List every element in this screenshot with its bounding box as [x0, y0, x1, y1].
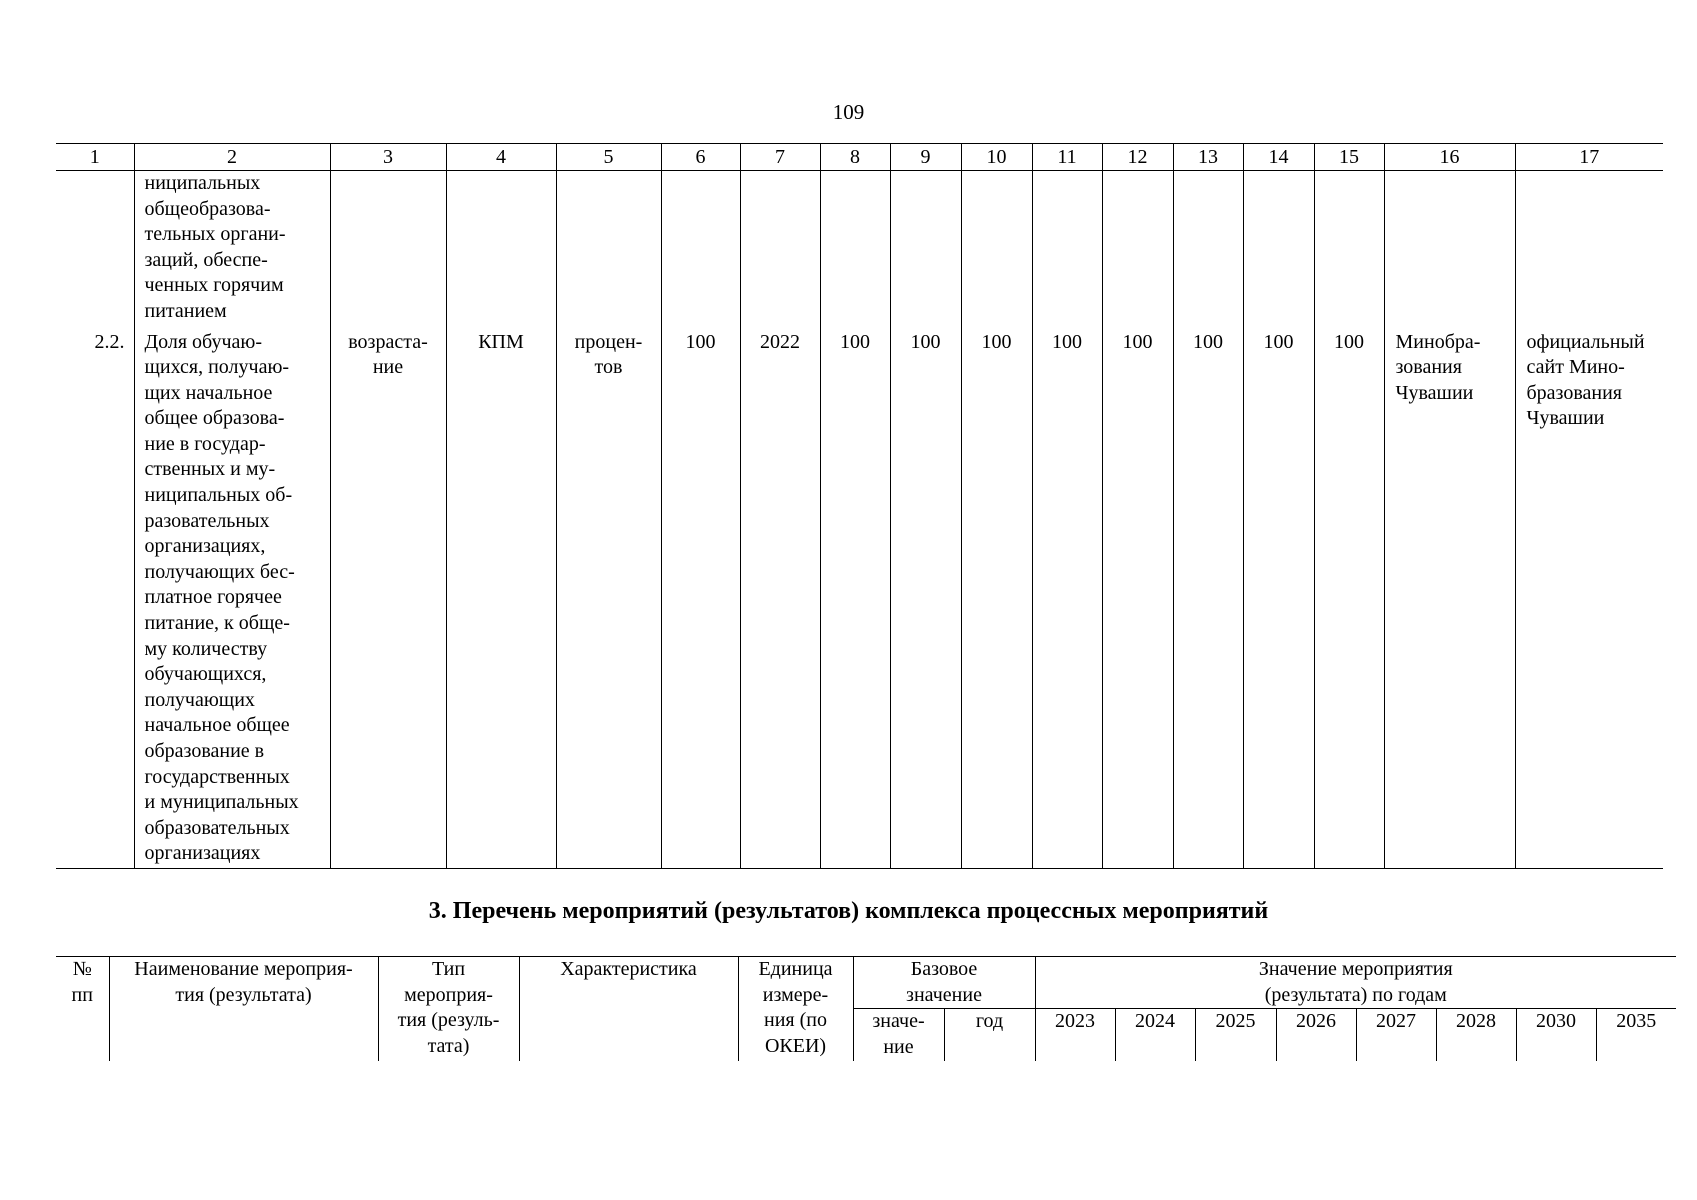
- column-number: 13: [1173, 144, 1243, 171]
- value-cell: 100: [1243, 328, 1314, 869]
- header-row: [56, 957, 1676, 1009]
- indicator-name: ниципальных общеобразова- тельных органи- заций, обеспе- ченных горячим питанием: [134, 171, 330, 328]
- source-cell: официальный сайт Мино- бразования Чувашии: [1515, 328, 1663, 869]
- year-header: 2027: [1356, 1009, 1436, 1061]
- column-number: 12: [1102, 144, 1173, 171]
- value-cell: 100: [961, 328, 1032, 869]
- col-number-header: № пп: [56, 957, 109, 1061]
- value-cell: 100: [1314, 328, 1384, 869]
- col-unit-header: Единица измере- ния (по ОКЕИ): [738, 957, 853, 1061]
- column-number: 7: [740, 144, 820, 171]
- column-number: 5: [556, 144, 661, 171]
- table-row: [56, 328, 1663, 869]
- value-cell: 100: [820, 328, 890, 869]
- year-header: 2028: [1436, 1009, 1516, 1061]
- indicator-name: Доля обучаю- щихся, получаю- щих начальное общее образова- ние в государ- ственных и му- ниципальных об- разовательных организациях, получающих бес- платное горячее питание, к обще- му количеству обучающихся, получающих начальное общее образование в государственных и муниципальных образовательных организациях: [134, 328, 330, 869]
- responsible-cell: Минобра- зования Чувашии: [1384, 328, 1515, 869]
- column-number: 9: [890, 144, 961, 171]
- base-value-cell: 100: [661, 328, 740, 869]
- column-number: 4: [446, 144, 556, 171]
- value-cell: 100: [1032, 328, 1102, 869]
- value-cell: 100: [1102, 328, 1173, 869]
- column-number: 6: [661, 144, 740, 171]
- column-number: 1: [56, 144, 134, 171]
- year-header: 2023: [1035, 1009, 1115, 1061]
- year-header: 2030: [1516, 1009, 1596, 1061]
- column-number: 11: [1032, 144, 1102, 171]
- column-number: 8: [820, 144, 890, 171]
- col-base-header: Базовое значение: [853, 957, 1035, 1009]
- col-characteristic-header: Характеристика: [519, 957, 738, 1061]
- column-number: 15: [1314, 144, 1384, 171]
- column-number: 16: [1384, 144, 1515, 171]
- col-values-header: Значение мероприятия (результата) по годам: [1035, 957, 1676, 1009]
- value-cell: 100: [890, 328, 961, 869]
- column-number: 14: [1243, 144, 1314, 171]
- value-cell: 100: [1173, 328, 1243, 869]
- section-heading: 3. Перечень мероприятий (результатов) комплекса процессных мероприятий: [428, 898, 1269, 924]
- unit-cell: процен- тов: [556, 328, 661, 869]
- direction-cell: возраста- ние: [330, 328, 446, 869]
- column-number: 3: [330, 144, 446, 171]
- page-number: 109: [832, 100, 865, 124]
- year-header: 2035: [1596, 1009, 1676, 1061]
- table-row: [56, 171, 1663, 328]
- column-number: 17: [1515, 144, 1663, 171]
- measures-table-header: [56, 956, 1676, 1061]
- col-name-header: Наименование мероприя- тия (результата): [109, 957, 378, 1061]
- indicators-table: [56, 143, 1663, 869]
- col-type-header: Тип мероприя- тия (резуль- тата): [378, 957, 519, 1061]
- column-number: 10: [961, 144, 1032, 171]
- level-cell: КПМ: [446, 328, 556, 869]
- column-number: 2: [134, 144, 330, 171]
- col-base-year-header: год: [944, 1009, 1035, 1061]
- base-year-cell: 2022: [740, 328, 820, 869]
- year-header: 2024: [1115, 1009, 1195, 1061]
- col-base-value-header: значе- ние: [853, 1009, 944, 1061]
- column-numbers-row: [56, 144, 1663, 171]
- year-header: 2025: [1195, 1009, 1276, 1061]
- year-header: 2026: [1276, 1009, 1356, 1061]
- row-number: 2.2.: [56, 328, 134, 869]
